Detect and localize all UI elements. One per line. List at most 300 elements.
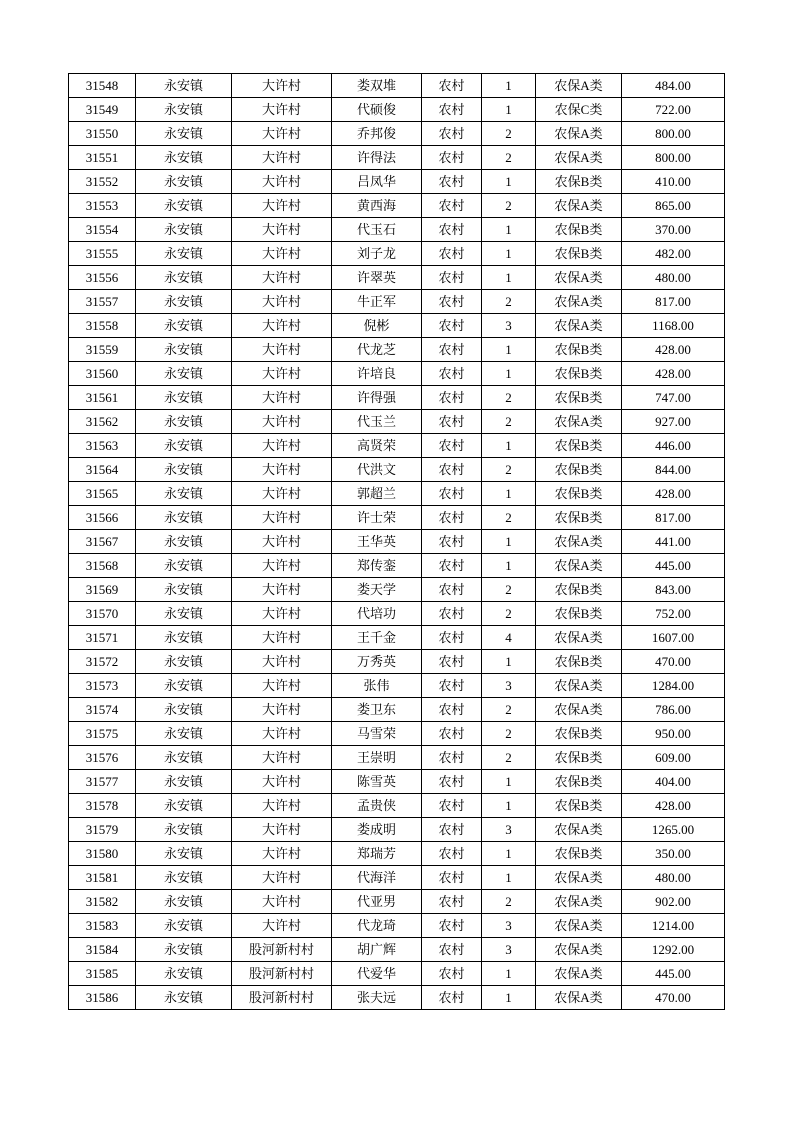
table-cell-record_id: 31558 xyxy=(69,314,136,338)
table-cell-village: 大许村 xyxy=(232,98,332,122)
table-cell-town: 永安镇 xyxy=(136,962,232,986)
table-row xyxy=(69,962,725,986)
table-cell-village: 大许村 xyxy=(232,650,332,674)
table-row xyxy=(69,794,725,818)
table-cell-person_count: 4 xyxy=(482,626,536,650)
table-cell-residence_type: 农村 xyxy=(422,746,482,770)
table-cell-town: 永安镇 xyxy=(136,146,232,170)
table-cell-record_id: 31549 xyxy=(69,98,136,122)
table-cell-name: 王千金 xyxy=(332,626,422,650)
table-cell-village: 大许村 xyxy=(232,554,332,578)
table-cell-residence_type: 农村 xyxy=(422,386,482,410)
table-cell-amount: 722.00 xyxy=(622,98,725,122)
table-cell-residence_type: 农村 xyxy=(422,866,482,890)
table-cell-village: 大许村 xyxy=(232,218,332,242)
table-cell-person_count: 1 xyxy=(482,74,536,98)
table-cell-town: 永安镇 xyxy=(136,794,232,818)
table-cell-village: 大许村 xyxy=(232,386,332,410)
table-row xyxy=(69,842,725,866)
table-cell-record_id: 31576 xyxy=(69,746,136,770)
table-cell-amount: 410.00 xyxy=(622,170,725,194)
table-cell-town: 永安镇 xyxy=(136,698,232,722)
table-cell-person_count: 1 xyxy=(482,98,536,122)
table-cell-record_id: 31551 xyxy=(69,146,136,170)
table-cell-name: 代硕俊 xyxy=(332,98,422,122)
table-cell-amount: 844.00 xyxy=(622,458,725,482)
table-cell-insurance_category: 农保C类 xyxy=(536,98,622,122)
table-cell-insurance_category: 农保A类 xyxy=(536,122,622,146)
table-cell-record_id: 31570 xyxy=(69,602,136,626)
table-cell-insurance_category: 农保B类 xyxy=(536,578,622,602)
table-cell-amount: 950.00 xyxy=(622,722,725,746)
table-cell-insurance_category: 农保B类 xyxy=(536,770,622,794)
table-cell-name: 娄双堆 xyxy=(332,74,422,98)
table-cell-record_id: 31580 xyxy=(69,842,136,866)
table-row xyxy=(69,74,725,98)
table-cell-town: 永安镇 xyxy=(136,98,232,122)
table-cell-insurance_category: 农保B类 xyxy=(536,242,622,266)
table-row xyxy=(69,986,725,1010)
table-cell-person_count: 1 xyxy=(482,170,536,194)
table-cell-name: 许得法 xyxy=(332,146,422,170)
table-cell-town: 永安镇 xyxy=(136,218,232,242)
table-cell-residence_type: 农村 xyxy=(422,578,482,602)
table-cell-amount: 1292.00 xyxy=(622,938,725,962)
table-cell-record_id: 31548 xyxy=(69,74,136,98)
table-cell-town: 永安镇 xyxy=(136,458,232,482)
table-cell-town: 永安镇 xyxy=(136,362,232,386)
table-cell-name: 孟贵侠 xyxy=(332,794,422,818)
table-cell-record_id: 31564 xyxy=(69,458,136,482)
table-row xyxy=(69,890,725,914)
table-row xyxy=(69,626,725,650)
table-cell-insurance_category: 农保B类 xyxy=(536,482,622,506)
table-cell-person_count: 1 xyxy=(482,866,536,890)
table-cell-name: 代龙芝 xyxy=(332,338,422,362)
table-row xyxy=(69,266,725,290)
table-cell-village: 大许村 xyxy=(232,290,332,314)
table-row xyxy=(69,578,725,602)
table-cell-village: 大许村 xyxy=(232,338,332,362)
table-cell-village: 大许村 xyxy=(232,770,332,794)
table-cell-record_id: 31568 xyxy=(69,554,136,578)
table-row xyxy=(69,170,725,194)
table-cell-residence_type: 农村 xyxy=(422,602,482,626)
table-row xyxy=(69,314,725,338)
table-cell-person_count: 2 xyxy=(482,746,536,770)
table-cell-amount: 470.00 xyxy=(622,986,725,1010)
table-cell-person_count: 1 xyxy=(482,962,536,986)
table-cell-person_count: 1 xyxy=(482,554,536,578)
table-cell-record_id: 31565 xyxy=(69,482,136,506)
table-cell-town: 永安镇 xyxy=(136,482,232,506)
table-row xyxy=(69,554,725,578)
table-cell-town: 永安镇 xyxy=(136,410,232,434)
table-cell-village: 大许村 xyxy=(232,530,332,554)
table-row xyxy=(69,818,725,842)
table-cell-amount: 609.00 xyxy=(622,746,725,770)
table-cell-name: 娄成明 xyxy=(332,818,422,842)
table-cell-amount: 1284.00 xyxy=(622,674,725,698)
table-cell-insurance_category: 农保B类 xyxy=(536,842,622,866)
table-cell-name: 代龙琦 xyxy=(332,914,422,938)
table-cell-record_id: 31572 xyxy=(69,650,136,674)
table-cell-town: 永安镇 xyxy=(136,242,232,266)
table-cell-village: 大许村 xyxy=(232,146,332,170)
table-cell-amount: 927.00 xyxy=(622,410,725,434)
table-cell-town: 永安镇 xyxy=(136,578,232,602)
table-cell-village: 大许村 xyxy=(232,602,332,626)
table-row xyxy=(69,602,725,626)
table-cell-residence_type: 农村 xyxy=(422,842,482,866)
table-cell-residence_type: 农村 xyxy=(422,554,482,578)
table-cell-person_count: 1 xyxy=(482,338,536,362)
table-cell-village: 大许村 xyxy=(232,314,332,338)
table-cell-amount: 480.00 xyxy=(622,266,725,290)
table-cell-amount: 800.00 xyxy=(622,122,725,146)
table-row xyxy=(69,458,725,482)
table-cell-record_id: 31583 xyxy=(69,914,136,938)
table-cell-record_id: 31567 xyxy=(69,530,136,554)
table-cell-record_id: 31571 xyxy=(69,626,136,650)
table-cell-amount: 786.00 xyxy=(622,698,725,722)
table-cell-residence_type: 农村 xyxy=(422,242,482,266)
table-cell-person_count: 2 xyxy=(482,410,536,434)
table-row xyxy=(69,218,725,242)
table-cell-insurance_category: 农保A类 xyxy=(536,962,622,986)
table-cell-person_count: 1 xyxy=(482,770,536,794)
table-cell-name: 郑传銮 xyxy=(332,554,422,578)
table-cell-town: 永安镇 xyxy=(136,266,232,290)
table-cell-name: 娄卫东 xyxy=(332,698,422,722)
table-cell-person_count: 1 xyxy=(482,434,536,458)
table-cell-town: 永安镇 xyxy=(136,122,232,146)
table-cell-name: 代爱华 xyxy=(332,962,422,986)
table-row xyxy=(69,338,725,362)
table-cell-name: 高贤荣 xyxy=(332,434,422,458)
table-row xyxy=(69,122,725,146)
table-cell-residence_type: 农村 xyxy=(422,362,482,386)
table-cell-insurance_category: 农保B类 xyxy=(536,338,622,362)
table-cell-record_id: 31577 xyxy=(69,770,136,794)
table-cell-village: 大许村 xyxy=(232,626,332,650)
table-cell-name: 郑瑞芳 xyxy=(332,842,422,866)
table-cell-residence_type: 农村 xyxy=(422,530,482,554)
table-cell-insurance_category: 农保A类 xyxy=(536,626,622,650)
table-cell-insurance_category: 农保A类 xyxy=(536,818,622,842)
table-cell-amount: 482.00 xyxy=(622,242,725,266)
table-cell-insurance_category: 农保A类 xyxy=(536,410,622,434)
table-cell-town: 永安镇 xyxy=(136,866,232,890)
table-cell-village: 大许村 xyxy=(232,170,332,194)
table-cell-person_count: 2 xyxy=(482,194,536,218)
table-cell-residence_type: 农村 xyxy=(422,170,482,194)
table-cell-town: 永安镇 xyxy=(136,650,232,674)
table-cell-insurance_category: 农保A类 xyxy=(536,266,622,290)
table-cell-name: 陈雪英 xyxy=(332,770,422,794)
table-cell-insurance_category: 农保A类 xyxy=(536,986,622,1010)
payment-table xyxy=(68,73,725,1010)
table-cell-record_id: 31554 xyxy=(69,218,136,242)
table-cell-village: 大许村 xyxy=(232,698,332,722)
table-cell-insurance_category: 农保A类 xyxy=(536,530,622,554)
table-cell-amount: 843.00 xyxy=(622,578,725,602)
table-cell-residence_type: 农村 xyxy=(422,914,482,938)
table-cell-person_count: 2 xyxy=(482,290,536,314)
payment-table-body xyxy=(69,74,725,1010)
table-cell-record_id: 31566 xyxy=(69,506,136,530)
table-cell-name: 娄天学 xyxy=(332,578,422,602)
table-cell-village: 大许村 xyxy=(232,914,332,938)
table-cell-amount: 800.00 xyxy=(622,146,725,170)
table-cell-residence_type: 农村 xyxy=(422,266,482,290)
table-cell-amount: 445.00 xyxy=(622,554,725,578)
table-cell-record_id: 31560 xyxy=(69,362,136,386)
table-cell-village: 股河新村村 xyxy=(232,938,332,962)
table-cell-village: 大许村 xyxy=(232,866,332,890)
table-row xyxy=(69,98,725,122)
table-cell-residence_type: 农村 xyxy=(422,626,482,650)
table-cell-residence_type: 农村 xyxy=(422,674,482,698)
table-cell-record_id: 31581 xyxy=(69,866,136,890)
table-cell-amount: 1607.00 xyxy=(622,626,725,650)
table-cell-residence_type: 农村 xyxy=(422,218,482,242)
table-row xyxy=(69,290,725,314)
table-cell-village: 大许村 xyxy=(232,674,332,698)
table-cell-person_count: 1 xyxy=(482,794,536,818)
table-cell-town: 永安镇 xyxy=(136,938,232,962)
table-cell-town: 永安镇 xyxy=(136,770,232,794)
table-cell-name: 乔邦俊 xyxy=(332,122,422,146)
table-row xyxy=(69,650,725,674)
table-cell-insurance_category: 农保A类 xyxy=(536,194,622,218)
table-row xyxy=(69,386,725,410)
table-cell-record_id: 31578 xyxy=(69,794,136,818)
table-cell-person_count: 2 xyxy=(482,698,536,722)
table-cell-person_count: 1 xyxy=(482,650,536,674)
table-cell-person_count: 2 xyxy=(482,506,536,530)
table-cell-amount: 470.00 xyxy=(622,650,725,674)
table-row xyxy=(69,530,725,554)
table-cell-name: 代亚男 xyxy=(332,890,422,914)
table-cell-village: 股河新村村 xyxy=(232,986,332,1010)
table-row xyxy=(69,362,725,386)
table-cell-residence_type: 农村 xyxy=(422,74,482,98)
table-cell-town: 永安镇 xyxy=(136,530,232,554)
table-cell-record_id: 31556 xyxy=(69,266,136,290)
table-cell-village: 大许村 xyxy=(232,266,332,290)
table-cell-name: 代培功 xyxy=(332,602,422,626)
table-cell-village: 大许村 xyxy=(232,458,332,482)
table-cell-insurance_category: 农保B类 xyxy=(536,434,622,458)
table-cell-person_count: 1 xyxy=(482,218,536,242)
table-cell-record_id: 31575 xyxy=(69,722,136,746)
table-cell-town: 永安镇 xyxy=(136,626,232,650)
table-cell-town: 永安镇 xyxy=(136,434,232,458)
table-cell-record_id: 31552 xyxy=(69,170,136,194)
table-row xyxy=(69,722,725,746)
table-cell-insurance_category: 农保B类 xyxy=(536,458,622,482)
table-cell-person_count: 2 xyxy=(482,146,536,170)
table-cell-amount: 480.00 xyxy=(622,866,725,890)
table-cell-residence_type: 农村 xyxy=(422,410,482,434)
table-cell-name: 王华英 xyxy=(332,530,422,554)
table-cell-insurance_category: 农保A类 xyxy=(536,890,622,914)
table-cell-village: 大许村 xyxy=(232,578,332,602)
table-cell-amount: 747.00 xyxy=(622,386,725,410)
table-cell-town: 永安镇 xyxy=(136,818,232,842)
table-cell-insurance_category: 农保A类 xyxy=(536,698,622,722)
table-cell-insurance_category: 农保B类 xyxy=(536,362,622,386)
table-cell-record_id: 31585 xyxy=(69,962,136,986)
table-cell-insurance_category: 农保B类 xyxy=(536,722,622,746)
table-cell-village: 大许村 xyxy=(232,122,332,146)
table-cell-name: 万秀英 xyxy=(332,650,422,674)
table-cell-village: 大许村 xyxy=(232,482,332,506)
table-cell-amount: 1265.00 xyxy=(622,818,725,842)
table-cell-residence_type: 农村 xyxy=(422,938,482,962)
table-row xyxy=(69,410,725,434)
table-cell-amount: 446.00 xyxy=(622,434,725,458)
table-cell-record_id: 31553 xyxy=(69,194,136,218)
table-cell-amount: 865.00 xyxy=(622,194,725,218)
table-cell-person_count: 3 xyxy=(482,314,536,338)
table-cell-residence_type: 农村 xyxy=(422,698,482,722)
table-row xyxy=(69,242,725,266)
table-cell-insurance_category: 农保B类 xyxy=(536,506,622,530)
table-cell-amount: 428.00 xyxy=(622,338,725,362)
table-cell-town: 永安镇 xyxy=(136,674,232,698)
table-cell-village: 大许村 xyxy=(232,890,332,914)
table-cell-name: 张伟 xyxy=(332,674,422,698)
table-cell-person_count: 3 xyxy=(482,938,536,962)
table-cell-person_count: 1 xyxy=(482,482,536,506)
table-row xyxy=(69,482,725,506)
table-cell-record_id: 31569 xyxy=(69,578,136,602)
table-cell-residence_type: 农村 xyxy=(422,818,482,842)
table-cell-name: 马雪荣 xyxy=(332,722,422,746)
table-cell-town: 永安镇 xyxy=(136,842,232,866)
table-cell-name: 倪彬 xyxy=(332,314,422,338)
table-cell-name: 牛正军 xyxy=(332,290,422,314)
table-cell-town: 永安镇 xyxy=(136,890,232,914)
table-cell-town: 永安镇 xyxy=(136,746,232,770)
table-cell-name: 许培良 xyxy=(332,362,422,386)
table-cell-insurance_category: 农保B类 xyxy=(536,746,622,770)
table-cell-residence_type: 农村 xyxy=(422,146,482,170)
table-cell-town: 永安镇 xyxy=(136,74,232,98)
table-cell-town: 永安镇 xyxy=(136,170,232,194)
table-cell-name: 许翠英 xyxy=(332,266,422,290)
table-cell-person_count: 2 xyxy=(482,890,536,914)
table-cell-insurance_category: 农保B类 xyxy=(536,386,622,410)
table-cell-person_count: 1 xyxy=(482,530,536,554)
table-cell-person_count: 1 xyxy=(482,362,536,386)
table-cell-insurance_category: 农保A类 xyxy=(536,554,622,578)
table-cell-residence_type: 农村 xyxy=(422,506,482,530)
table-cell-amount: 350.00 xyxy=(622,842,725,866)
table-cell-person_count: 2 xyxy=(482,122,536,146)
table-cell-person_count: 2 xyxy=(482,722,536,746)
table-cell-record_id: 31555 xyxy=(69,242,136,266)
table-row xyxy=(69,866,725,890)
table-cell-amount: 817.00 xyxy=(622,290,725,314)
table-cell-name: 代玉石 xyxy=(332,218,422,242)
table-cell-village: 大许村 xyxy=(232,74,332,98)
table-cell-insurance_category: 农保A类 xyxy=(536,290,622,314)
table-cell-person_count: 2 xyxy=(482,458,536,482)
table-cell-insurance_category: 农保B类 xyxy=(536,602,622,626)
table-row xyxy=(69,506,725,530)
table-cell-record_id: 31582 xyxy=(69,890,136,914)
table-row xyxy=(69,194,725,218)
table-cell-amount: 428.00 xyxy=(622,794,725,818)
table-cell-insurance_category: 农保A类 xyxy=(536,314,622,338)
table-cell-person_count: 2 xyxy=(482,386,536,410)
table-cell-person_count: 1 xyxy=(482,842,536,866)
table-cell-amount: 445.00 xyxy=(622,962,725,986)
table-cell-amount: 752.00 xyxy=(622,602,725,626)
table-cell-insurance_category: 农保B类 xyxy=(536,794,622,818)
table-cell-record_id: 31579 xyxy=(69,818,136,842)
table-cell-name: 黄西海 xyxy=(332,194,422,218)
table-cell-amount: 1168.00 xyxy=(622,314,725,338)
table-row xyxy=(69,146,725,170)
table-cell-record_id: 31561 xyxy=(69,386,136,410)
table-cell-residence_type: 农村 xyxy=(422,434,482,458)
table-cell-amount: 428.00 xyxy=(622,482,725,506)
table-cell-insurance_category: 农保A类 xyxy=(536,674,622,698)
table-cell-village: 大许村 xyxy=(232,794,332,818)
table-cell-insurance_category: 农保B类 xyxy=(536,650,622,674)
table-cell-record_id: 31563 xyxy=(69,434,136,458)
table-row xyxy=(69,698,725,722)
table-cell-town: 永安镇 xyxy=(136,314,232,338)
table-cell-town: 永安镇 xyxy=(136,194,232,218)
table-cell-person_count: 1 xyxy=(482,242,536,266)
table-cell-village: 大许村 xyxy=(232,410,332,434)
table-cell-town: 永安镇 xyxy=(136,386,232,410)
table-cell-name: 许士荣 xyxy=(332,506,422,530)
table-cell-town: 永安镇 xyxy=(136,986,232,1010)
table-cell-amount: 404.00 xyxy=(622,770,725,794)
table-row xyxy=(69,770,725,794)
table-cell-residence_type: 农村 xyxy=(422,314,482,338)
table-cell-record_id: 31550 xyxy=(69,122,136,146)
table-cell-residence_type: 农村 xyxy=(422,122,482,146)
table-cell-person_count: 1 xyxy=(482,266,536,290)
table-cell-amount: 428.00 xyxy=(622,362,725,386)
table-cell-residence_type: 农村 xyxy=(422,890,482,914)
table-cell-amount: 902.00 xyxy=(622,890,725,914)
table-row xyxy=(69,938,725,962)
table-cell-village: 大许村 xyxy=(232,506,332,530)
table-cell-residence_type: 农村 xyxy=(422,290,482,314)
table-cell-insurance_category: 农保A类 xyxy=(536,74,622,98)
table-cell-residence_type: 农村 xyxy=(422,722,482,746)
table-cell-insurance_category: 农保A类 xyxy=(536,146,622,170)
table-cell-residence_type: 农村 xyxy=(422,98,482,122)
table-cell-person_count: 1 xyxy=(482,986,536,1010)
table-cell-name: 代洪文 xyxy=(332,458,422,482)
table-cell-insurance_category: 农保B类 xyxy=(536,170,622,194)
table-cell-village: 大许村 xyxy=(232,362,332,386)
table-cell-residence_type: 农村 xyxy=(422,794,482,818)
table-cell-name: 代玉兰 xyxy=(332,410,422,434)
table-cell-record_id: 31574 xyxy=(69,698,136,722)
table-cell-village: 大许村 xyxy=(232,746,332,770)
table-cell-person_count: 2 xyxy=(482,578,536,602)
